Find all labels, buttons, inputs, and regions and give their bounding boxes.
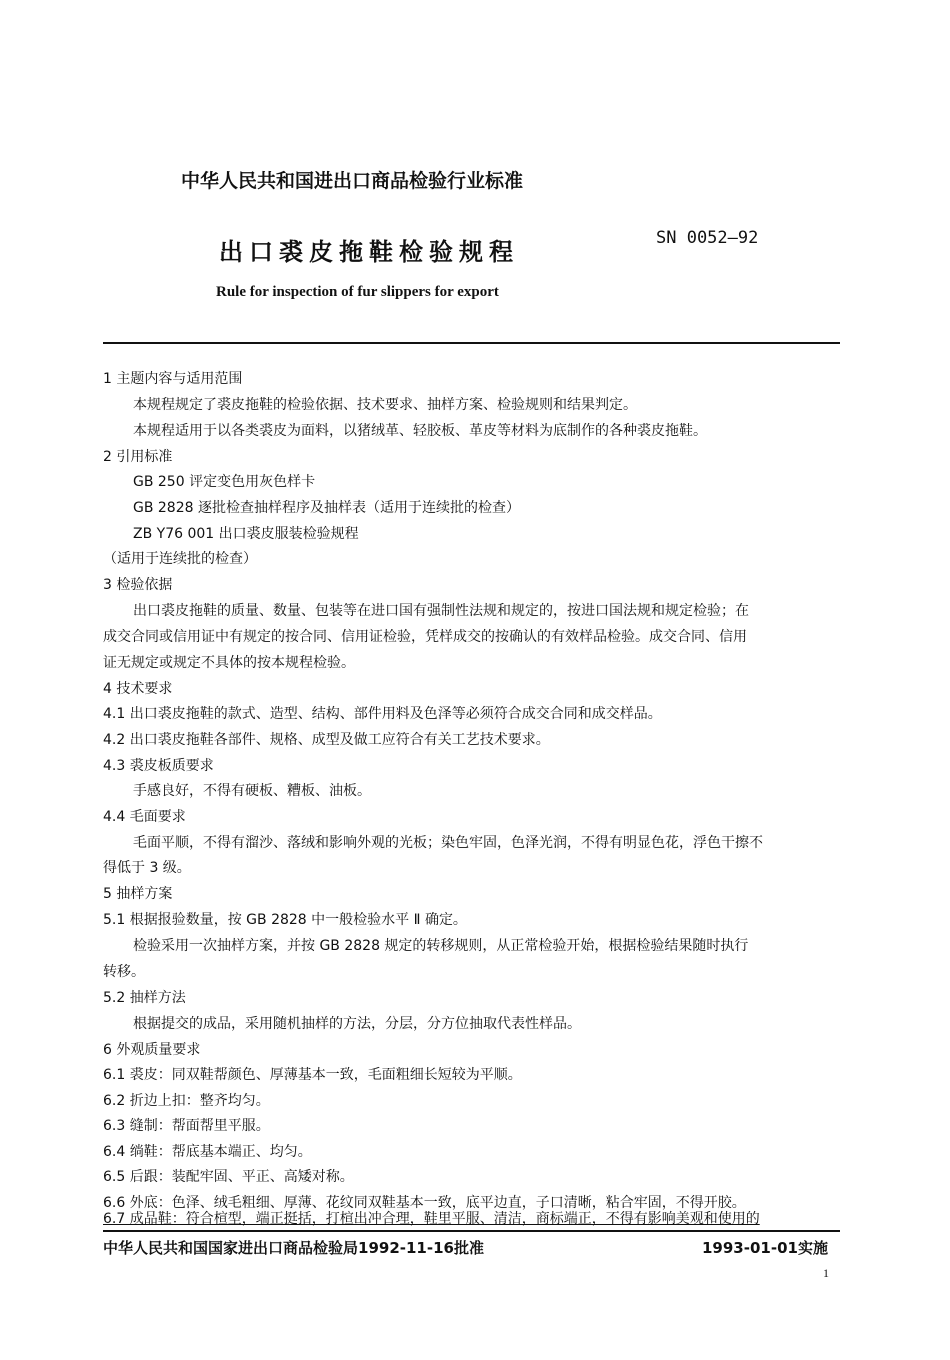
clause-line: 5.1 根据报验数量，按 GB 2828 中一般检验水平 Ⅱ 确定。 bbox=[103, 912, 467, 928]
section-heading: 1 主题内容与适用范围 bbox=[103, 371, 243, 387]
paragraph-line: 本规程适用于以各类裘皮为面料，以猪绒革、轻胶板、革皮等材料为底制作的各种裘皮拖鞋。 bbox=[133, 423, 707, 439]
paragraph-line: 转移。 bbox=[103, 964, 145, 980]
clause-line: 6.7 成品鞋：符合楦型，端正挺括，打楦出冲合理，鞋里平服、清洁，商标端正，不得有影响美观和使用的 bbox=[103, 1211, 760, 1227]
page-number: 1 bbox=[823, 1266, 829, 1280]
clause-line: 6.3 缝制：帮面帮里平服。 bbox=[103, 1118, 270, 1134]
issuing-organization: 中华人民共和国进出口商品检验行业标准 bbox=[181, 170, 524, 192]
clause-line: 4.4 毛面要求 bbox=[103, 809, 186, 825]
clause-line: 4.3 裘皮板质要求 bbox=[103, 758, 214, 774]
section-heading: 3 检验依据 bbox=[103, 577, 173, 593]
clause-line: 6.4 绱鞋：帮底基本端正、均匀。 bbox=[103, 1144, 312, 1160]
footer-divider bbox=[103, 1230, 840, 1232]
clause-line: 6.5 后跟：装配牢固、平正、高矮对称。 bbox=[103, 1169, 354, 1185]
effective-date: 1993-01-01实施 bbox=[702, 1239, 828, 1257]
paragraph-line: 出口裘皮拖鞋的质量、数量、包装等在进口国有强制性法规和规定的，按进口国法规和规定检验；在 bbox=[133, 603, 749, 619]
clause-line: 6.2 折边上扣：整齐均匀。 bbox=[103, 1093, 270, 1109]
reference-item: ZB Y76 001 出口裘皮服装检验规程 bbox=[133, 526, 359, 542]
section-heading: 5 抽样方案 bbox=[103, 886, 173, 902]
paragraph-line: 毛面平顺，不得有溜沙、落绒和影响外观的光板；染色牢固，色泽光润，不得有明显色花，浮色干擦不 bbox=[133, 835, 763, 851]
reference-item: GB 250 评定变色用灰色样卡 bbox=[133, 474, 316, 490]
standard-number: SN 0052—92 bbox=[656, 228, 759, 248]
header-divider bbox=[103, 342, 840, 344]
document-title-english: Rule for inspection of fur slippers for export bbox=[216, 284, 499, 300]
paragraph-line: （适用于连续批的检查） bbox=[103, 551, 257, 567]
document-title-chinese: 出口裘皮拖鞋检验规程 bbox=[219, 238, 519, 266]
paragraph-line: 检验采用一次抽样方案，并按 GB 2828 规定的转移规则，从正常检验开始，根据检验结果随时执行 bbox=[133, 938, 749, 954]
paragraph-line: 本规程规定了裘皮拖鞋的检验依据、技术要求、抽样方案、检验规则和结果判定。 bbox=[133, 397, 637, 413]
section-heading: 4 技术要求 bbox=[103, 681, 173, 697]
paragraph-line: 手感良好，不得有硬板、糟板、油板。 bbox=[133, 783, 371, 799]
reference-item: GB 2828 逐批检查抽样程序及抽样表（适用于连续批的检查） bbox=[133, 500, 520, 516]
paragraph-line: 证无规定或规定不具体的按本规程检验。 bbox=[103, 655, 355, 671]
paragraph-line: 根据提交的成品，采用随机抽样的方法，分层，分方位抽取代表性样品。 bbox=[133, 1016, 581, 1032]
clause-line: 5.2 抽样方法 bbox=[103, 990, 186, 1006]
section-heading: 6 外观质量要求 bbox=[103, 1042, 201, 1058]
paragraph-line: 成交合同或信用证中有规定的按合同、信用证检验，凭样成交的按确认的有效样品检验。成交合同、信用 bbox=[103, 629, 747, 645]
clause-line: 6.1 裘皮：同双鞋帮颜色、厚薄基本一致，毛面粗细长短较为平顺。 bbox=[103, 1067, 522, 1083]
clause-line: 4.1 出口裘皮拖鞋的款式、造型、结构、部件用料及色泽等必须符合成交合同和成交样品。 bbox=[103, 706, 662, 722]
approval-statement: 中华人民共和国国家进出口商品检验局1992-11-16批准 bbox=[103, 1239, 484, 1257]
section-heading: 2 引用标准 bbox=[103, 449, 173, 465]
paragraph-line: 得低于 3 级。 bbox=[103, 860, 191, 876]
clause-line: 6.6 外底：色泽、绒毛粗细、厚薄、花纹同双鞋基本一致，底平边直，子口清晰，粘合牢固，不得开胶。 bbox=[103, 1195, 746, 1211]
clause-line: 4.2 出口裘皮拖鞋各部件、规格、成型及做工应符合有关工艺技术要求。 bbox=[103, 732, 550, 748]
